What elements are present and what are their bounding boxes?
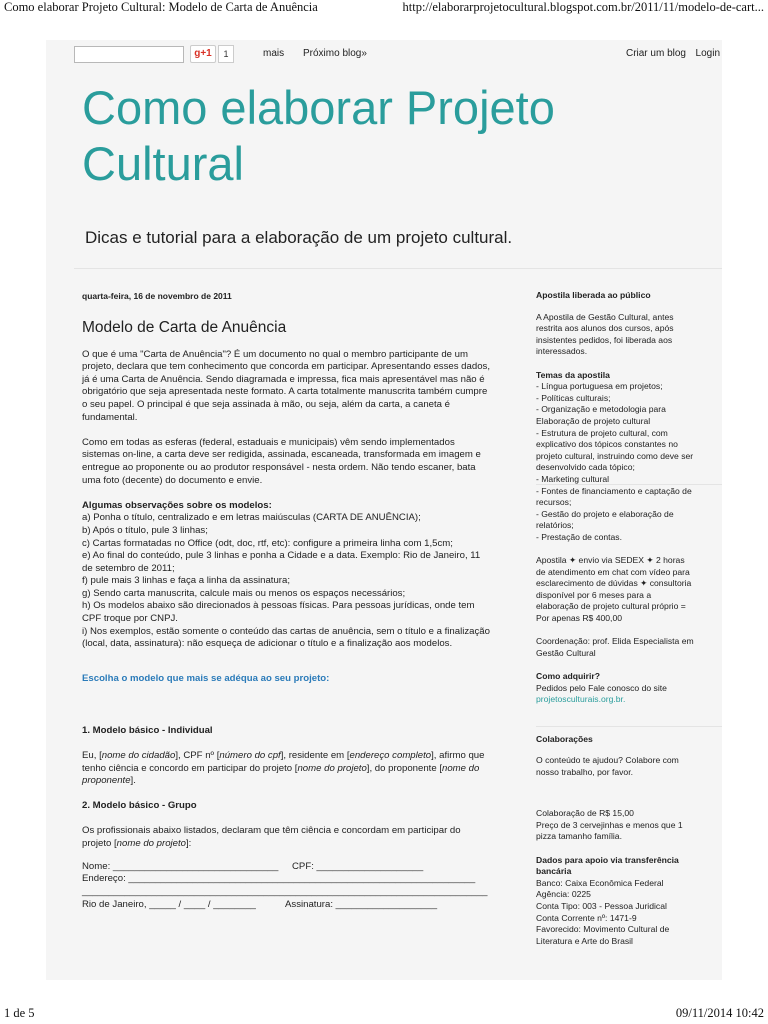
- navbar-more-link[interactable]: mais: [263, 48, 285, 59]
- print-page-title: Como elaborar Projeto Cultural: Modelo de Carta de Anuência: [4, 0, 318, 14]
- how-to-buy-text: Pedidos pelo Fale conosco do site: [536, 682, 667, 693]
- navbar-search-input[interactable]: [74, 46, 184, 63]
- form-signature-line: Assinatura: ___________________: [285, 898, 438, 910]
- model-2-heading: 2. Modelo básico - Grupo: [82, 800, 197, 812]
- blog-page: [46, 40, 722, 980]
- tema-item: - Gestão do projeto e elaboração de relatórios;: [536, 508, 674, 531]
- post-title[interactable]: Modelo de Carta de Anuência: [82, 318, 287, 336]
- model-1-text: Eu, [nome do cidadão], CPF nº [número do cpf], residente em [endereço completo], afirmo que tenho ciência e concordo em participar do projeto [nome do projeto], do proponente [nome do proponente].: [82, 750, 485, 787]
- apostila-widget-title: Apostila liberada ao público: [536, 290, 651, 300]
- tema-item: - Marketing cultural: [536, 473, 610, 484]
- form-blank-line: ____________________________________________________________________________: [82, 885, 488, 897]
- observations-block: [82, 500, 492, 651]
- observation-item: e) Ao final do conteúdo, pule 3 linhas e ponha a Cidade e a data. Exemplo: Rio de Janeiro, 11 de setembro de 2011;: [82, 550, 481, 574]
- form-row-signature: [82, 899, 492, 912]
- colaboracao-desc: Preço de 3 cervejinhas e menos que 1 pizza tamanho família.: [536, 819, 683, 842]
- observation-item: i) Nos exemplos, estão somente o conteúdo das cartas de anuência, sem o título e a finalização (local, data, assinatura): não esqueça de adicionar o título e a finalização aos modelos.: [82, 625, 490, 650]
- colaboracoes-widget-title: Colaborações: [536, 733, 593, 744]
- bank-line: Banco: Caixa Econômica Federal: [536, 877, 664, 888]
- observation-item: a) Ponha o título, centralizado e em letras maiúsculas (CARTA DE ANUÊNCIA);: [82, 512, 421, 524]
- sidebar-divider: [536, 484, 722, 485]
- blog-description: Dicas e tutorial para a elaboração de um projeto cultural.: [85, 228, 513, 247]
- form-city-date-line: Rio de Janeiro, _____ / ____ / ________: [82, 898, 256, 910]
- navbar-next-blog-link[interactable]: Próximo blog»: [303, 48, 367, 59]
- model-2-text: Os profissionais abaixo listados, declaram que têm ciência e concordam em participar do projeto [nome do projeto]:: [82, 825, 461, 849]
- tema-item: - Políticas culturais;: [536, 392, 611, 403]
- form-address-line: Endereço: _________________________________________________________________: [82, 873, 476, 885]
- blogger-navbar: [46, 40, 722, 70]
- post-column: [82, 290, 492, 911]
- blog-title[interactable]: Como elaborar Projeto Cultural: [82, 81, 555, 190]
- google-plus-count: 1: [218, 45, 234, 63]
- form-cpf-line: CPF: ____________________: [292, 860, 424, 872]
- how-to-buy-title: Como adquirir?: [536, 671, 600, 681]
- apostila-text: A Apostila de Gestão Cultural, antes restrita aos alunos dos cursos, após insistentes pedidos, foi liberada aos interessados.: [536, 311, 674, 357]
- temas-list: [536, 381, 696, 543]
- post-paragraph: Como em todas as esferas (federal, estaduais e municipais) vêm sendo implementados sistemas on-line, a carta deve ser redigida, assinada, escaneada, transformada em imagem e entregue ao proponente ou ao produtor responsável - nesta ordem. Não tendo escaner, bata uma foto (decente) do documento e envie.: [82, 436, 481, 486]
- apostila-offer: Apostila ✦ envio via SEDEX ✦ 2 horas de atendimento em chat com vídeo para esclarecimento de dúvidas ✦ consultoria disponível por 6 meses para a elaboração de projeto cultural próprio = Por apenas R$ 400,00: [536, 555, 692, 624]
- coordination-text: Coordenação: prof. Elida Especialista em Gestão Cultural: [536, 636, 694, 658]
- tema-item: - Estrutura de projeto cultural, com explicativo dos tópicos constantes no projeto cultural, instruindo como deve ser desenvolvido cada tópico;: [536, 427, 694, 473]
- form-name-line: Nome: _______________________________: [82, 860, 279, 872]
- colaboracoes-text: O conteúdo te ajudou? Colabore com nosso trabalho, por favor.: [536, 755, 679, 777]
- print-datetime: 09/11/2014 10:42: [675, 1006, 764, 1020]
- model-2-form: [82, 861, 492, 911]
- observation-item: h) Os modelos abaixo são direcionados à pessoas físicas. Para pessoas jurídicas, onde tem CPF troque por CNPJ.: [82, 600, 475, 625]
- tema-item: - Prestação de contas.: [536, 531, 622, 542]
- navbar-login-link[interactable]: Login: [695, 48, 720, 59]
- colaboracao-value: Colaboração de R$ 15,00: [536, 808, 634, 819]
- header-divider: [74, 268, 722, 269]
- model-1-heading: 1. Modelo básico - Individual: [82, 725, 213, 737]
- sidebar-divider: [536, 726, 722, 727]
- observation-item: g) Sendo carta manuscrita, calcule mais ou menos os espaços necessários;: [82, 587, 406, 599]
- tema-item: - Organização e metodologia para Elaboração de projeto cultural: [536, 404, 666, 426]
- sidebar: [536, 290, 696, 947]
- observation-item: f) pule mais 3 linhas e faça a linha da assinatura;: [82, 575, 290, 587]
- bank-line: Conta Tipo: 003 - Pessoa Juridical: [536, 900, 667, 911]
- post-date: quarta-feira, 16 de novembro de 2011: [82, 291, 232, 301]
- print-header: [0, 0, 768, 18]
- observations-title: Algumas observações sobre os modelos:: [82, 499, 272, 511]
- print-footer: [0, 1006, 768, 1024]
- navbar-create-blog-link[interactable]: Criar um blog: [625, 48, 686, 59]
- bank-line: Favorecido: Movimento Cultural de Literatura e Arte do Brasil: [536, 924, 670, 946]
- observation-item: b) Após o título, pule 3 linhas;: [82, 524, 208, 536]
- observation-item: c) Cartas formatadas no Office (odt, doc, rtf, etc): configure a primeira linha com 1,5cm;: [82, 537, 453, 549]
- tema-item: - Língua portuguesa em projetos;: [536, 381, 663, 392]
- projetos-culturais-link[interactable]: projetosculturais.org.br.: [536, 694, 626, 705]
- post-paragraph: O que é uma "Carta de Anuência"? É um documento no qual o membro participante de um projeto, declara que tem conhecimento que concorda em participar. Apresentando esses dados, já é uma Carta de Anuência. Sendo diagramada e impressa, fica mais apresentável mas não é obrigatório que seja apresentada neste formato. A carta totalmente manuscrita também cumpre o seu papel. O principal é que seja assinada à mão, ou seja, além da carta, a caneta é fundamental.: [82, 348, 490, 423]
- choose-model-text: Escolha o modelo que mais se adéqua ao seu projeto:: [82, 672, 330, 684]
- bank-line: Agência: 0225: [536, 889, 591, 900]
- google-plus-button[interactable]: g+1: [190, 45, 216, 63]
- temas-title: Temas da apostila: [536, 369, 610, 380]
- bank-data-title: Dados para apoio via transferência bancária: [536, 854, 679, 877]
- form-row-name: [82, 861, 492, 874]
- bank-line: Conta Corrente nº: 1471-9: [536, 912, 637, 923]
- tema-item: - Fontes de financiamento e captação de recursos;: [536, 485, 692, 508]
- print-page-number: 1 de 5: [4, 1006, 35, 1020]
- print-page-url: http://elaborarprojetocultural.blogspot.com.br/2011/11/modelo-de-cart...: [402, 0, 764, 14]
